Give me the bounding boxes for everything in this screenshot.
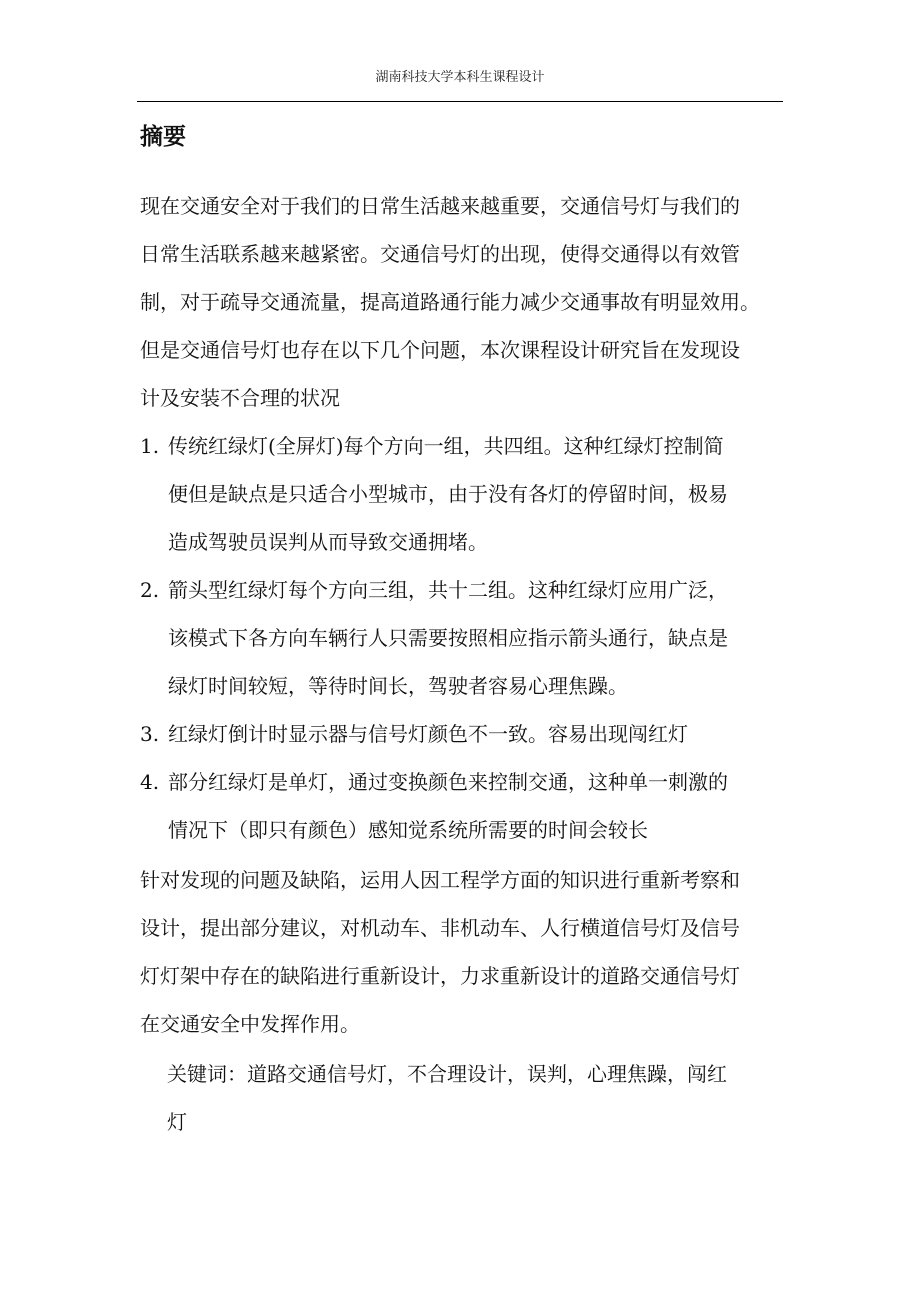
keywords-line: 灯 (167, 1110, 187, 1134)
list-item-number: 1. (140, 434, 160, 458)
list-item-line: 造成驾驶员误判从而导致交通拥堵。 (168, 530, 488, 554)
list-item-number: 2. (140, 578, 160, 602)
list-item (140, 710, 785, 758)
abstract-line: 制，对于疏导交通流量，提高道路通行能力减少交通事故有明显效用。 (140, 290, 760, 314)
page-header: 湖南科技大学本科生课程设计 (375, 70, 545, 85)
conclusion-line: 设计，提出部分建议，对机动车、非机动车、人行横道信号灯及信号 (140, 916, 740, 940)
conclusion-line: 在交通安全中发挥作用。 (140, 1012, 360, 1036)
list-item-number: 3. (140, 722, 160, 746)
list-item-line: 箭头型红绿灯每个方向三组，共十二组。这种红绿灯应用广泛， (168, 578, 728, 602)
list-item-line: 情况下（即只有颜色）感知觉系统所需要的时间会较长 (168, 818, 648, 842)
list-item-line: 绿灯时间较短，等待时间长，驾驶者容易心理焦躁。 (168, 674, 628, 698)
abstract-heading: 摘要 (140, 124, 186, 150)
abstract-line: 现在交通安全对于我们的日常生活越来越重要，交通信号灯与我们的 (140, 194, 740, 218)
list-item-line: 部分红绿灯是单灯，通过变换颜色来控制交通，这种单一刺激的 (168, 770, 728, 794)
list-item-line: 红绿灯倒计时显示器与信号灯颜色不一致。容易出现闯红灯 (168, 722, 688, 746)
conclusion-line: 针对发现的问题及缺陷，运用人因工程学方面的知识进行重新考察和 (140, 868, 740, 892)
list-item-number: 4. (140, 770, 160, 794)
abstract-line: 日常生活联系越来越紧密。交通信号灯的出现，使得交通得以有效管 (140, 242, 740, 266)
abstract-paragraph (140, 182, 785, 422)
list-item-line: 该模式下各方向车辆行人只需要按照相应指示箭头通行，缺点是 (168, 626, 728, 650)
abstract-line: 但是交通信号灯也存在以下几个问题，本次课程设计研究旨在发现设 (140, 338, 740, 362)
conclusion-paragraph (140, 856, 785, 1048)
list-item-line: 传统红绿灯(全屏灯)每个方向一组，共四组。这种红绿灯控制简 (168, 434, 724, 458)
list-item (140, 566, 785, 710)
problem-list (140, 422, 785, 854)
conclusion-line: 灯灯架中存在的缺陷进行重新设计，力求重新设计的道路交通信号灯 (140, 964, 740, 988)
abstract-line: 计及安装不合理的状况 (140, 386, 340, 410)
keywords-line: 关键词：道路交通信号灯，不合理设计，误判，心理焦躁，闯红 (167, 1062, 727, 1086)
keywords (140, 1050, 785, 1146)
list-item (140, 422, 785, 566)
list-item-line: 便但是缺点是只适合小型城市，由于没有各灯的停留时间，极易 (168, 482, 728, 506)
list-item (140, 758, 785, 854)
header-rule (137, 101, 783, 102)
